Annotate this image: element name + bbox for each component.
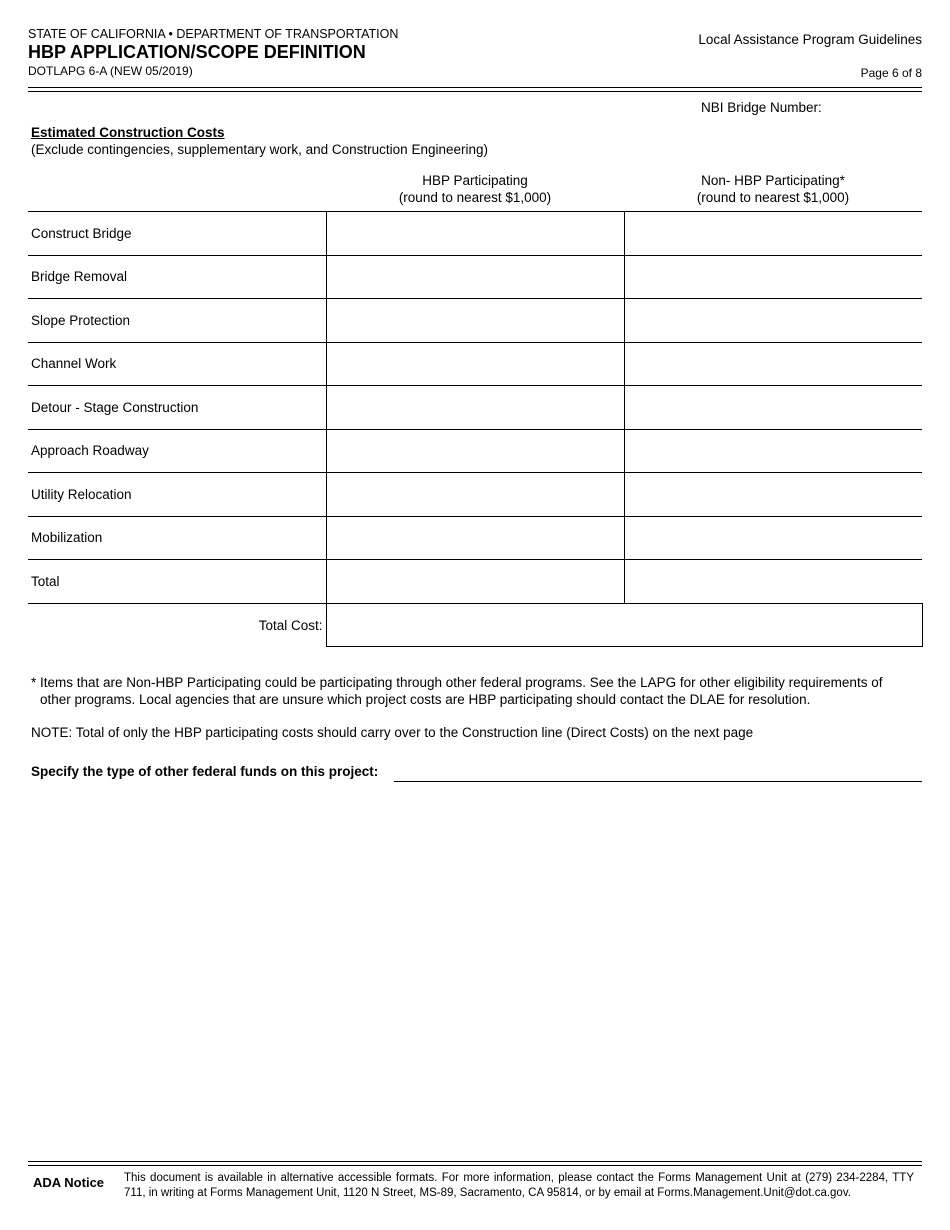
table-row bbox=[28, 473, 922, 517]
ada-notice-title: ADA Notice bbox=[33, 1175, 105, 1190]
hbp-amount-field[interactable] bbox=[326, 516, 624, 560]
footnote-line1: * Items that are Non-HBP Participating could be participating through other federal programs. See the LAPG for other eligibility requirements of bbox=[31, 675, 883, 690]
total-cost-label: Total Cost: bbox=[28, 603, 326, 647]
column-header-hbp-line1: HBP Participating bbox=[422, 173, 528, 188]
form-title: HBP APPLICATION/SCOPE DEFINITION bbox=[28, 42, 366, 62]
hbp-amount-field[interactable] bbox=[326, 386, 624, 430]
column-header-non-hbp-line1: Non- HBP Participating* bbox=[701, 173, 845, 188]
guidelines-label: Local Assistance Program Guidelines bbox=[698, 32, 922, 47]
page-number: Page 6 of 8 bbox=[860, 66, 922, 80]
footer-divider-bottom bbox=[28, 1165, 922, 1166]
column-header-non-hbp bbox=[624, 172, 922, 206]
footnote-line2: other programs. Local agencies that are unsure which project costs are HBP participating should contact the DLAE for resolution. bbox=[40, 692, 811, 707]
total-cost-field[interactable] bbox=[326, 603, 922, 647]
row-label: Slope Protection bbox=[28, 299, 326, 343]
section-subtitle: (Exclude contingencies, supplementary work, and Construction Engineering) bbox=[31, 142, 488, 157]
agency-name: STATE OF CALIFORNIA • DEPARTMENT OF TRANSPORTATION bbox=[28, 27, 399, 41]
non-hbp-amount-field[interactable] bbox=[624, 386, 922, 430]
table-row bbox=[28, 342, 922, 386]
hbp-amount-field[interactable] bbox=[326, 299, 624, 343]
row-label: Approach Roadway bbox=[28, 429, 326, 473]
table-row-total bbox=[28, 560, 922, 604]
hbp-amount-field[interactable] bbox=[326, 429, 624, 473]
non-hbp-amount-field[interactable] bbox=[624, 212, 922, 256]
section-title: Estimated Construction Costs bbox=[31, 125, 225, 140]
hbp-amount-field[interactable] bbox=[326, 212, 624, 256]
form-number: DOTLAPG 6-A (NEW 05/2019) bbox=[28, 64, 193, 78]
table-row bbox=[28, 386, 922, 430]
table-row bbox=[28, 299, 922, 343]
nbi-bridge-number-label: NBI Bridge Number: bbox=[701, 100, 822, 115]
hbp-amount-field[interactable] bbox=[326, 342, 624, 386]
total-cost-row bbox=[28, 603, 922, 647]
footnote bbox=[31, 674, 922, 708]
table-row bbox=[28, 255, 922, 299]
non-hbp-amount-field[interactable] bbox=[624, 473, 922, 517]
column-header-hbp bbox=[326, 172, 624, 206]
row-label: Bridge Removal bbox=[28, 255, 326, 299]
row-label: Construct Bridge bbox=[28, 212, 326, 256]
header-divider-top bbox=[28, 87, 922, 88]
table-row bbox=[28, 429, 922, 473]
table-row bbox=[28, 516, 922, 560]
row-label: Detour - Stage Construction bbox=[28, 386, 326, 430]
note-text: NOTE: Total of only the HBP participating costs should carry over to the Construction line (Direct Costs) on the next page bbox=[31, 725, 754, 740]
row-label: Mobilization bbox=[28, 516, 326, 560]
non-hbp-amount-field[interactable] bbox=[624, 342, 922, 386]
cost-table bbox=[28, 211, 923, 647]
hbp-amount-field[interactable] bbox=[326, 255, 624, 299]
row-label: Total bbox=[28, 560, 326, 604]
column-header-non-hbp-line2: (round to nearest $1,000) bbox=[696, 190, 850, 205]
column-header-hbp-line2: (round to nearest $1,000) bbox=[398, 190, 552, 205]
non-hbp-amount-field[interactable] bbox=[624, 255, 922, 299]
specify-funds-field[interactable] bbox=[394, 781, 922, 782]
header-divider-bottom bbox=[28, 91, 922, 92]
specify-funds-label: Specify the type of other federal funds on this project: bbox=[31, 764, 379, 779]
row-label: Utility Relocation bbox=[28, 473, 326, 517]
non-hbp-amount-field[interactable] bbox=[624, 429, 922, 473]
non-hbp-amount-field[interactable] bbox=[624, 516, 922, 560]
footer-divider-top bbox=[28, 1161, 922, 1162]
row-label: Channel Work bbox=[28, 342, 326, 386]
non-hbp-amount-field[interactable] bbox=[624, 299, 922, 343]
ada-notice-text: This document is available in alternative accessible formats. For more information, please contact the Forms Management Unit at (279) 234-2284, TTY 711, in writing at Forms Management Unit, 1120 N Street, MS-89, Sacramento, CA 95814, or by email at Forms.Management.Unit@dot.ca.gov. bbox=[124, 1172, 914, 1199]
hbp-amount-field[interactable] bbox=[326, 473, 624, 517]
non-hbp-total-field[interactable] bbox=[624, 560, 922, 604]
hbp-total-field[interactable] bbox=[326, 560, 624, 604]
table-row bbox=[28, 212, 922, 256]
